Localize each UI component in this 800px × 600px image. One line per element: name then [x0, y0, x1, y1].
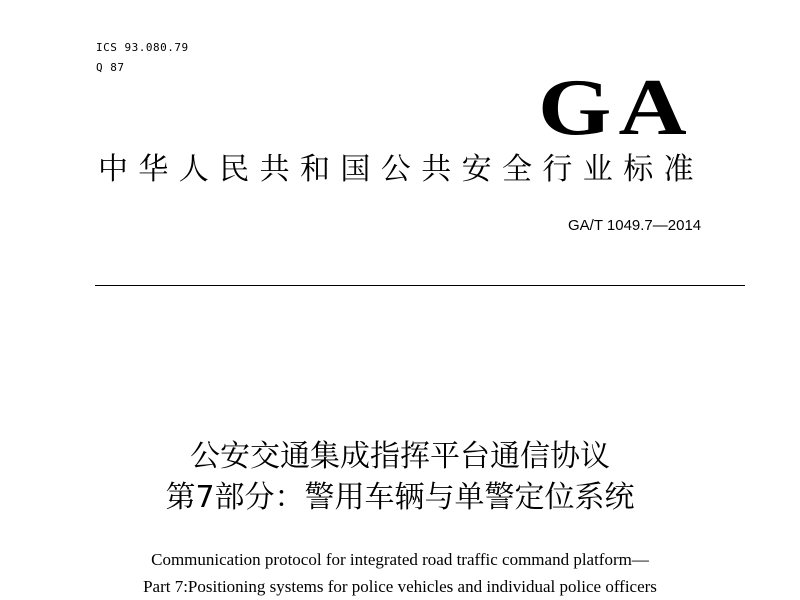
standard-number: GA/T 1049.7—2014	[568, 217, 702, 234]
document-title-en-line2: Part 7:Positioning systems for police vehicles and individual police officers	[143, 577, 657, 596]
document-title-en-line1: Communication protocol for integrated road traffic command platform—	[151, 550, 649, 569]
standard-category-heading: 中华人民共和国公共安全行业标准	[98, 152, 704, 187]
ccs-code: Q 87	[96, 61, 125, 74]
ics-code: ICS 93.080.79	[96, 41, 189, 54]
header-divider	[95, 285, 745, 286]
ga-logo: GA	[538, 64, 694, 152]
document-title-zh-line2: 第7部分：警用车辆与单警定位系统	[165, 480, 635, 515]
document-title-zh-line1: 公安交通集成指挥平台通信协议	[190, 439, 610, 474]
